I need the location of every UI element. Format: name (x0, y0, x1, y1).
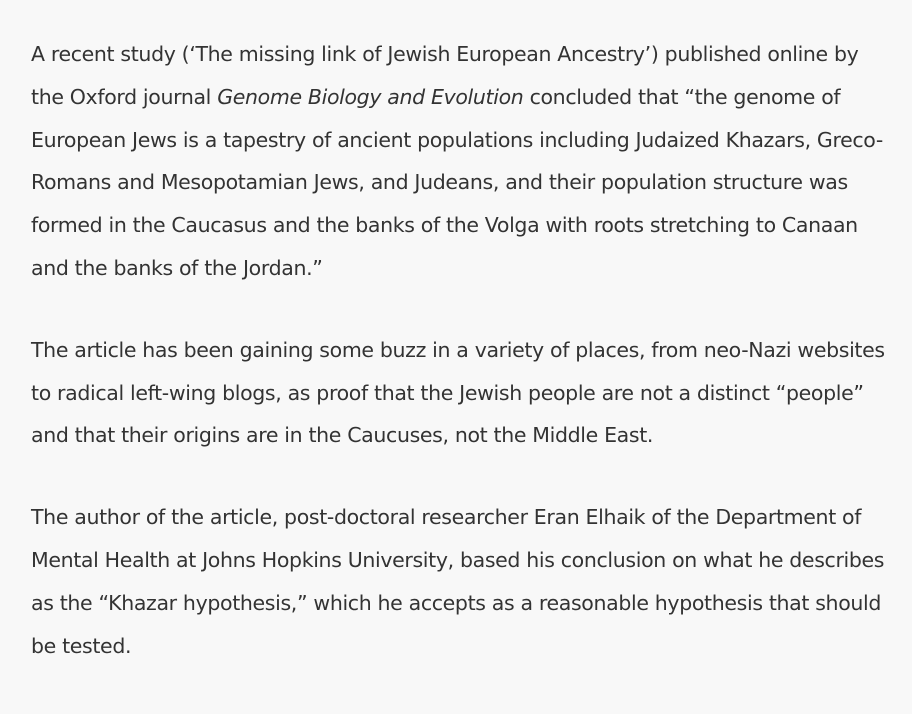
journal-title: Genome Biology and Evolution (217, 84, 524, 109)
paragraph-study-summary (31, 33, 891, 290)
paragraph-1-quote-text: concluded that “the genome of European Jews is a tapestry of ancient populations including Judaized Khazars, Greco-Romans and Mesopotamian Jews, and Judeans, and their population structure was formed in the Caucasus and the banks of the Volga with roots stretching to Canaan and the banks of the Jordan.” (31, 84, 883, 280)
article-body (31, 33, 891, 706)
paragraph-author: The author of the article, post-doctoral researcher Eran Elhaik of the Department of Mental Health at Johns Hopkins University, based his conclusion on what he describes as the “Khazar hypothesis,” which he accepts as a reasonable hypothesis that should be tested. (31, 505, 885, 658)
paragraph-reception: The article has been gaining some buzz in a variety of places, from neo-Nazi websites to radical left-wing blogs, as proof that the Jewish people are not a distinct “people” and that their origins are in the Caucuses, not the Middle East. (31, 337, 885, 448)
paragraph-1-lead-text: A recent study (‘The missing link of Jewish European Ancestry’) published online by the Oxford journal (31, 42, 859, 109)
